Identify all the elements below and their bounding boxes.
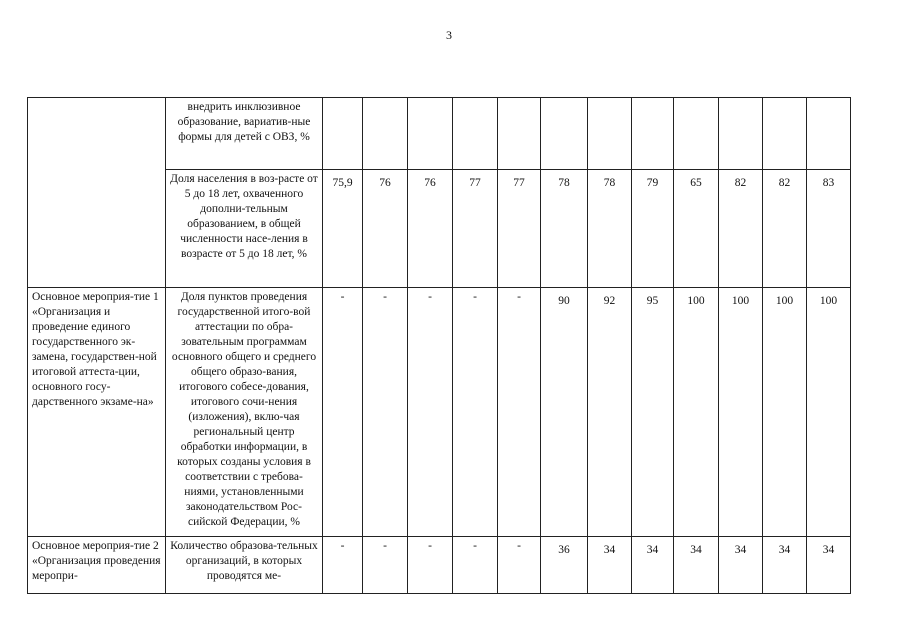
value-cell: -: [498, 537, 541, 594]
value-cell: [363, 98, 408, 170]
value-cell: [807, 98, 851, 170]
value-cell: [541, 98, 588, 170]
value-cell: 79: [632, 170, 674, 288]
value-cell: 100: [763, 288, 807, 537]
value-cell: 34: [763, 537, 807, 594]
value-cell: 83: [807, 170, 851, 288]
value-cell: 36: [541, 537, 588, 594]
value-cell: 77: [498, 170, 541, 288]
value-cell: 78: [588, 170, 632, 288]
value-cell: 34: [674, 537, 719, 594]
indicators-table: [27, 97, 851, 594]
value-cell: [632, 98, 674, 170]
value-cell: -: [363, 288, 408, 537]
indicator-cell: Количество образова-тельных организаций, в которых проводятся ме-: [166, 537, 323, 594]
value-cell: -: [453, 537, 498, 594]
value-cell: [763, 98, 807, 170]
value-cell: 100: [807, 288, 851, 537]
value-cell: 65: [674, 170, 719, 288]
value-cell: 34: [632, 537, 674, 594]
table-row: [28, 288, 851, 537]
table-row: [28, 98, 851, 170]
value-cell: 90: [541, 288, 588, 537]
value-cell: 75,9: [323, 170, 363, 288]
event-cell: Основное мероприя-тие 2 «Организация проведения меропри-: [28, 537, 166, 594]
value-cell: [453, 98, 498, 170]
value-cell: 95: [632, 288, 674, 537]
value-cell: 82: [719, 170, 763, 288]
value-cell: -: [498, 288, 541, 537]
value-cell: -: [408, 537, 453, 594]
value-cell: 100: [719, 288, 763, 537]
value-cell: [323, 98, 363, 170]
value-cell: [674, 98, 719, 170]
value-cell: 76: [363, 170, 408, 288]
value-cell: 34: [588, 537, 632, 594]
value-cell: 34: [807, 537, 851, 594]
value-cell: 78: [541, 170, 588, 288]
value-cell: [719, 98, 763, 170]
value-cell: -: [323, 537, 363, 594]
value-cell: -: [363, 537, 408, 594]
table-row: [28, 537, 851, 594]
value-cell: -: [408, 288, 453, 537]
value-cell: 77: [453, 170, 498, 288]
event-cell: Основное мероприя-тие 1 «Организация и проведение единого государственного эк-замена, государствен-ной итоговой аттеста-ции, основного госу-дарственного экзаме-на»: [28, 288, 166, 537]
indicator-cell: Доля населения в воз-расте от 5 до 18 лет, охваченного дополни-тельным образованием, в общей численности насе-ления в возрасте от 5 до 18 лет, %: [166, 170, 323, 288]
value-cell: [498, 98, 541, 170]
value-cell: 76: [408, 170, 453, 288]
value-cell: 100: [674, 288, 719, 537]
value-cell: -: [453, 288, 498, 537]
value-cell: [408, 98, 453, 170]
indicator-cell: внедрить инклюзивное образование, вариатив-ные формы для детей с ОВЗ, %: [166, 98, 323, 170]
value-cell: 92: [588, 288, 632, 537]
indicator-cell: Доля пунктов проведения государственной итого-вой аттестации по обра-зовательным программам основного общего и среднего общего образо-вания, итогового собесе-дования, итогового сочи-нения (изложения), вклю-чая региональный центр обработки информации, в которых созданы условия в соответствии с требова-ниями, установленными законодательством Рос-сийской Федерации, %: [166, 288, 323, 537]
value-cell: -: [323, 288, 363, 537]
value-cell: 34: [719, 537, 763, 594]
event-cell: [28, 98, 166, 288]
value-cell: 82: [763, 170, 807, 288]
page-number: 3: [446, 28, 452, 42]
value-cell: [588, 98, 632, 170]
